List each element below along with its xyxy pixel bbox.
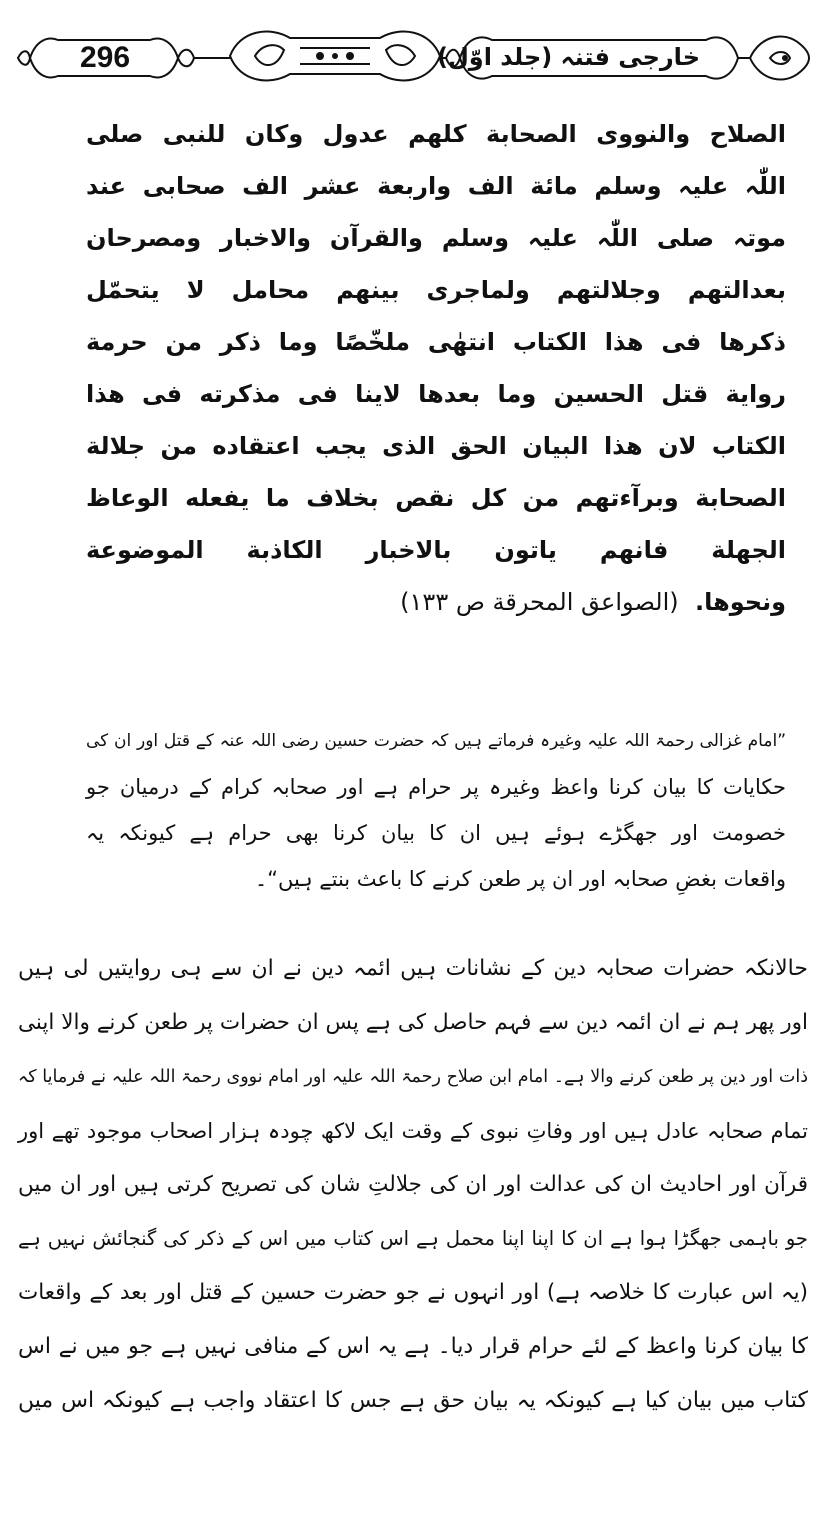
body-line: جو باہمی جھگڑا ہوا ہے ان کا اپنا اپنا محمل ہے اس کتاب میں اس کے ذکر کی گنجائش نہیں ہے <box>18 1227 808 1250</box>
quote-line: واقعات بغضِ صحابہ اور ان پر طعن کرنے کا باعث بنتے ہیں“۔ <box>254 867 786 891</box>
body-line: کا بیان کرنا واعظ کے لئے حرام قرار دیا۔ ہے یہ اس کے منافی نہیں ہے جو میں نے اس <box>18 1334 808 1359</box>
source-citation: (الصواعق المحرقة ص ۱۳۳) <box>400 588 679 616</box>
urdu-translation-quote <box>86 718 786 902</box>
body-line: (یہ اس عبارت کا خلاصہ ہے) اور انہوں نے جو حضرت حسین کے قتل اور بعد کے واقعات <box>18 1280 808 1305</box>
running-title: خارجی فتنہ (جلد اوّل) <box>436 43 700 71</box>
arabic-line: الصحابة وبرآءتھم من کل نقص بخلاف ما یفعله الوعاظ <box>86 484 786 512</box>
urdu-body-text <box>18 942 808 1428</box>
page-header <box>0 0 828 96</box>
arabic-last-words: ونحوھا. <box>694 588 786 616</box>
quote-line: خصومت اور جھگڑے ہوئے ہیں ان کا بیان کرنا بھی حرام ہے کیونکہ یہ <box>86 821 786 845</box>
arabic-line: اللّٰہ علیہ وسلم مائة الف واربعة عشر الف صحابی عند <box>86 172 786 200</box>
arabic-quotation <box>86 108 786 628</box>
arabic-line: موتہ صلی اللّٰہ علیہ وسلم والقرآن والاخبار ومصرحان <box>86 224 786 252</box>
arabic-last-line <box>86 576 786 628</box>
body-line: اور پھر ہم نے ان ائمہ دین سے فہم حاصل کی ہے پس ان حضرات پر طعن کرنے والا اپنی <box>18 1010 808 1035</box>
arabic-line: روایة قتل الحسین وما بعدھا لاینا فی مذکرته فی ھذا <box>86 380 786 408</box>
body-line: تمام صحابہ عادل ہیں اور وفاتِ نبوی کے وقت ایک لاکھ چودہ ہزار اصحاب موجود تھے اور <box>18 1119 808 1143</box>
body-line: ذات اور دین پر طعن کرنے والا ہے۔ امام ابن صلاح رحمۃ اللہ علیہ اور امام نووی رحمۃ اللہ علیہ نے فرمایا کہ <box>18 1067 808 1087</box>
quote-line: ”امام غزالی رحمۃ اللہ علیہ وغیرہ فرماتے ہیں کہ حضرت حسین رضی اللہ عنہ کے قتل اور ان کی <box>86 731 786 751</box>
page-number: 296 <box>79 41 131 74</box>
body-line: قرآن اور احادیث ان کی عدالت اور ان کی جلالتِ شان کی تصریح کرتی ہیں اور ان میں <box>18 1172 808 1197</box>
body-line: کتاب میں بیان کیا ہے کیونکہ یہ بیان حق ہے جس کا اعتقاد واجب ہے کیونکہ اس میں <box>18 1388 808 1413</box>
quote-line: حکایات کا بیان کرنا واعظ وغیرہ پر حرام ہے اور صحابہ کرام کے درمیان جو <box>86 775 786 799</box>
arabic-line: ذکرھا فی ھذا الکتاب انتھٰی ملخّصًا وما ذکر من حرمة <box>86 328 786 356</box>
arabic-line: بعدالتھم وجلالتھم ولماجری بینھم محامل لا یتحمّل <box>86 276 786 304</box>
arabic-line: الجھلة فانھم یاتون بالاخبار الکاذبة الموضوعة <box>86 536 786 564</box>
arabic-line: الکتاب لان ھذا البیان الحق الذی یجب اعتقاده من جلالة <box>86 432 786 460</box>
arabic-line: الصلاح والنووی الصحابة کلھم عدول وکان للنبی صلی <box>86 120 786 148</box>
body-line: حالانکہ حضرات صحابہ دین کے نشانات ہیں ائمہ دین نے ان سے ہی روایتیں لی ہیں <box>18 956 808 981</box>
